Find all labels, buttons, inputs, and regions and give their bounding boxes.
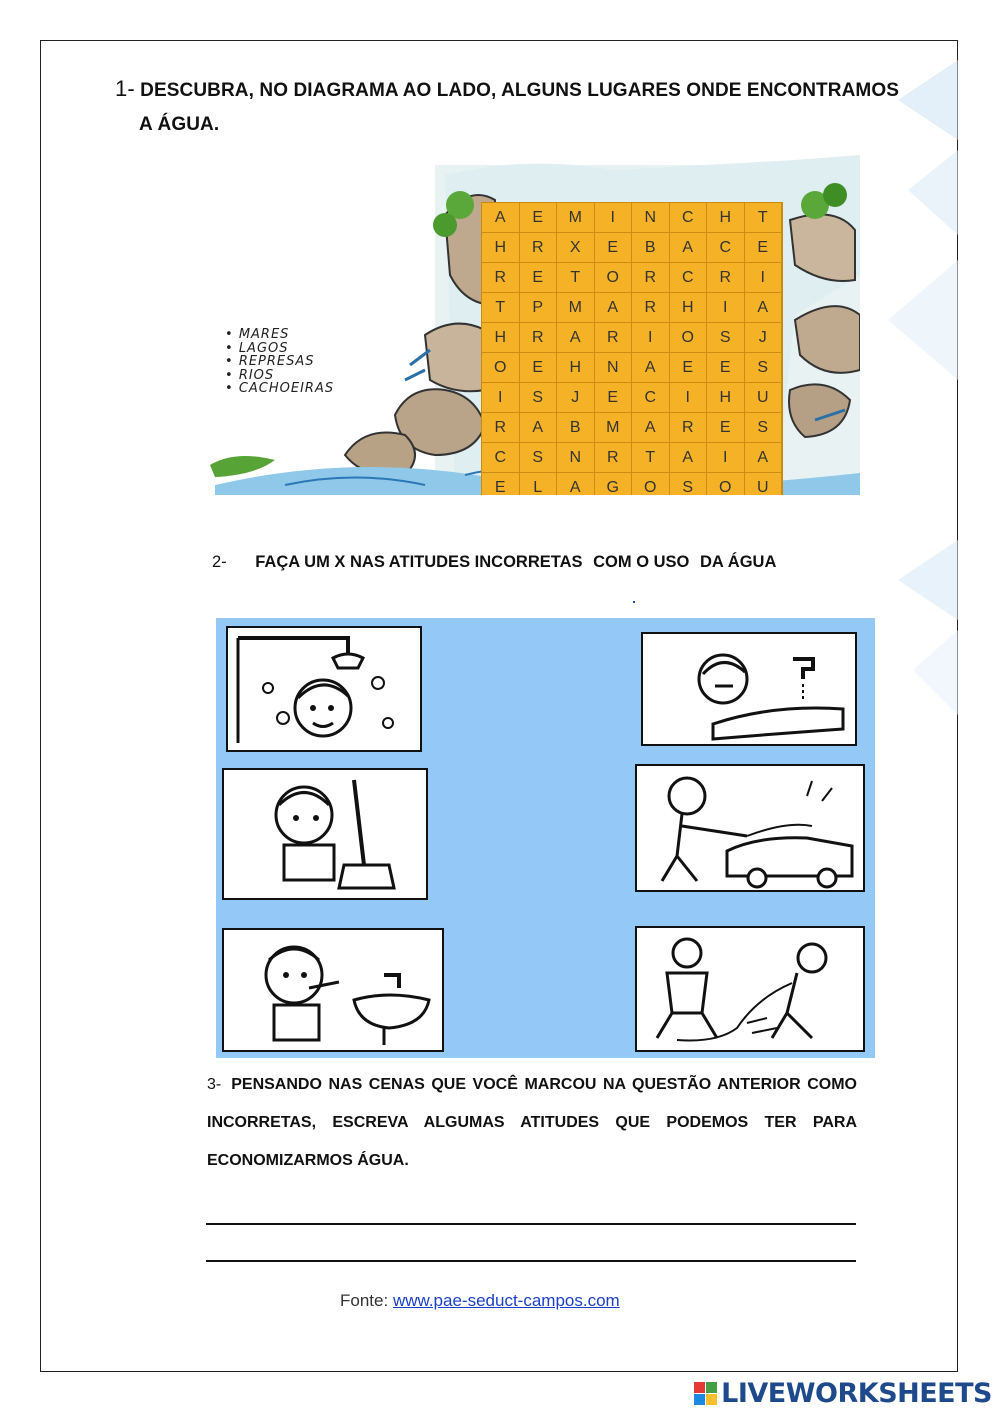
grid-cell[interactable]: U [745, 383, 783, 413]
grid-cell[interactable]: T [745, 203, 783, 233]
grid-cell[interactable]: E [707, 353, 745, 383]
grid-cell[interactable]: L [520, 473, 558, 495]
grid-cell[interactable]: M [557, 203, 595, 233]
grid-cell[interactable]: A [632, 413, 670, 443]
grid-cell[interactable]: A [632, 353, 670, 383]
grid-cell[interactable]: E [520, 263, 558, 293]
source-link[interactable]: www.pae-seduct-campos.com [392, 1291, 620, 1310]
broom-illustration [224, 770, 426, 898]
answer-line-1[interactable] [206, 1223, 856, 1225]
grid-cell[interactable]: J [745, 323, 783, 353]
question3-text [207, 1066, 857, 1180]
source-citation [340, 1291, 620, 1311]
blank-box [207, 175, 403, 310]
grid-cell[interactable]: E [707, 413, 745, 443]
question1-number: 1- [115, 76, 135, 101]
grid-cell[interactable]: N [632, 203, 670, 233]
grid-cell[interactable]: E [670, 353, 708, 383]
grid-cell[interactable]: I [632, 323, 670, 353]
question2-title-part1: FAÇA UM X NAS ATITUDES INCORRETAS [255, 553, 583, 571]
grid-cell[interactable]: X [557, 233, 595, 263]
word-list-item: • LAGOS [225, 342, 334, 356]
liveworksheets-logo-icon [694, 1382, 717, 1405]
grid-cell[interactable]: T [632, 443, 670, 473]
grid-cell[interactable]: R [670, 413, 708, 443]
scene-brushing-teeth[interactable] [222, 928, 444, 1052]
question3-body: PENSANDO NAS CENAS QUE VOCÊ MARCOU NA QUESTÃO ANTERIOR COMO INCORRETAS, ESCREVA ALGUMAS ATITUDES QUE PODEMOS TER PARA ECONOMIZARMOS ÁGUA. [207, 1076, 857, 1169]
question1-title [115, 72, 915, 142]
grid-cell[interactable]: M [595, 413, 633, 443]
grid-cell[interactable]: E [520, 203, 558, 233]
grid-cell[interactable]: S [670, 473, 708, 495]
stray-dot [633, 601, 635, 603]
grid-cell[interactable]: B [632, 233, 670, 263]
grid-cell[interactable]: H [557, 353, 595, 383]
question1-title-line2: A ÁGUA. [139, 114, 220, 135]
grid-cell[interactable]: A [557, 323, 595, 353]
grid-cell[interactable]: C [670, 203, 708, 233]
grid-cell[interactable]: O [670, 323, 708, 353]
grid-cell[interactable]: E [520, 353, 558, 383]
grid-cell[interactable]: R [520, 233, 558, 263]
grid-cell[interactable]: M [557, 293, 595, 323]
grid-cell[interactable]: A [670, 443, 708, 473]
word-list-item: • RIOS [225, 369, 334, 383]
grid-cell[interactable]: I [595, 203, 633, 233]
grid-cell[interactable]: I [707, 293, 745, 323]
grid-cell[interactable]: R [482, 263, 520, 293]
grid-cell[interactable]: S [745, 413, 783, 443]
grid-cell[interactable]: H [670, 293, 708, 323]
grid-cell[interactable]: S [520, 443, 558, 473]
decorative-triangles [878, 60, 958, 720]
grid-cell[interactable]: T [482, 293, 520, 323]
answer-line-2[interactable] [206, 1260, 856, 1262]
letter-grid[interactable] [481, 202, 783, 495]
grid-cell[interactable]: R [632, 263, 670, 293]
grid-cell[interactable]: I [707, 443, 745, 473]
grid-cell[interactable]: O [632, 473, 670, 495]
word-list-item: • MARES [225, 328, 334, 342]
shower-illustration [228, 628, 420, 750]
question3-number: 3- [207, 1076, 222, 1093]
grid-cell[interactable]: A [745, 293, 783, 323]
question2-title-part3: DA ÁGUA [699, 553, 777, 571]
grid-cell[interactable]: H [482, 233, 520, 263]
question1-title-line1: DESCUBRA, NO DIAGRAMA AO LADO, ALGUNS LUGARES ONDE ENCONTRAMOS [140, 80, 899, 101]
grid-cell[interactable]: I [745, 263, 783, 293]
brushing-teeth-illustration [224, 930, 442, 1050]
scene-shower[interactable] [226, 626, 422, 752]
grid-cell[interactable]: R [520, 323, 558, 353]
source-label: Fonte: [340, 1291, 389, 1310]
grid-cell[interactable]: E [745, 233, 783, 263]
question2-title-part2: COM O USO [593, 553, 690, 571]
word-list [225, 328, 334, 396]
grid-cell[interactable]: R [632, 293, 670, 323]
grid-cell[interactable]: R [595, 323, 633, 353]
grid-cell[interactable]: H [482, 323, 520, 353]
grid-cell[interactable]: P [520, 293, 558, 323]
grid-cell[interactable]: R [707, 263, 745, 293]
grid-cell[interactable]: H [707, 203, 745, 233]
grid-cell[interactable]: S [707, 323, 745, 353]
grid-cell[interactable]: N [557, 443, 595, 473]
question2-title [212, 553, 832, 572]
faucet-illustration [643, 634, 855, 744]
brand-name: LIVEWORKSHEETS [721, 1378, 992, 1409]
grid-cell[interactable]: R [482, 413, 520, 443]
liveworksheets-brand[interactable] [694, 1378, 992, 1409]
grid-cell[interactable]: C [670, 263, 708, 293]
grid-cell[interactable]: B [557, 413, 595, 443]
grid-cell[interactable]: T [557, 263, 595, 293]
grid-cell[interactable]: A [482, 203, 520, 233]
grid-cell[interactable]: E [595, 233, 633, 263]
grid-cell[interactable]: A [670, 233, 708, 263]
word-list-item: • CACHOEIRAS [225, 382, 334, 396]
grid-cell[interactable]: I [670, 383, 708, 413]
car-wash-illustration [637, 766, 863, 890]
scene-broom[interactable] [222, 768, 428, 900]
scene-faucet[interactable] [641, 632, 857, 746]
grid-cell[interactable]: C [632, 383, 670, 413]
grid-cell[interactable]: G [595, 473, 633, 495]
grid-cell[interactable]: S [745, 353, 783, 383]
grid-cell[interactable]: A [595, 293, 633, 323]
grid-cell[interactable]: C [707, 233, 745, 263]
word-search-illustration [195, 155, 860, 495]
grid-cell[interactable]: E [482, 473, 520, 495]
grid-cell[interactable]: I [482, 383, 520, 413]
grid-cell[interactable]: S [520, 383, 558, 413]
grid-cell[interactable]: A [745, 443, 783, 473]
scene-hose[interactable] [635, 926, 865, 1052]
grid-cell[interactable]: R [595, 443, 633, 473]
scene-car-wash[interactable] [635, 764, 865, 892]
grid-cell[interactable]: A [520, 413, 558, 443]
hose-illustration [637, 928, 863, 1050]
grid-cell[interactable]: C [482, 443, 520, 473]
grid-cell[interactable]: E [595, 383, 633, 413]
word-list-item: • REPRESAS [225, 355, 334, 369]
question2-number: 2- [212, 553, 227, 571]
grid-cell[interactable]: H [707, 383, 745, 413]
scenes-panel [216, 618, 875, 1058]
grid-cell[interactable]: J [557, 383, 595, 413]
grid-cell[interactable]: O [482, 353, 520, 383]
grid-cell[interactable]: O [707, 473, 745, 495]
grid-cell[interactable]: A [557, 473, 595, 495]
grid-cell[interactable]: U [745, 473, 783, 495]
grid-cell[interactable]: O [595, 263, 633, 293]
grid-cell[interactable]: N [595, 353, 633, 383]
